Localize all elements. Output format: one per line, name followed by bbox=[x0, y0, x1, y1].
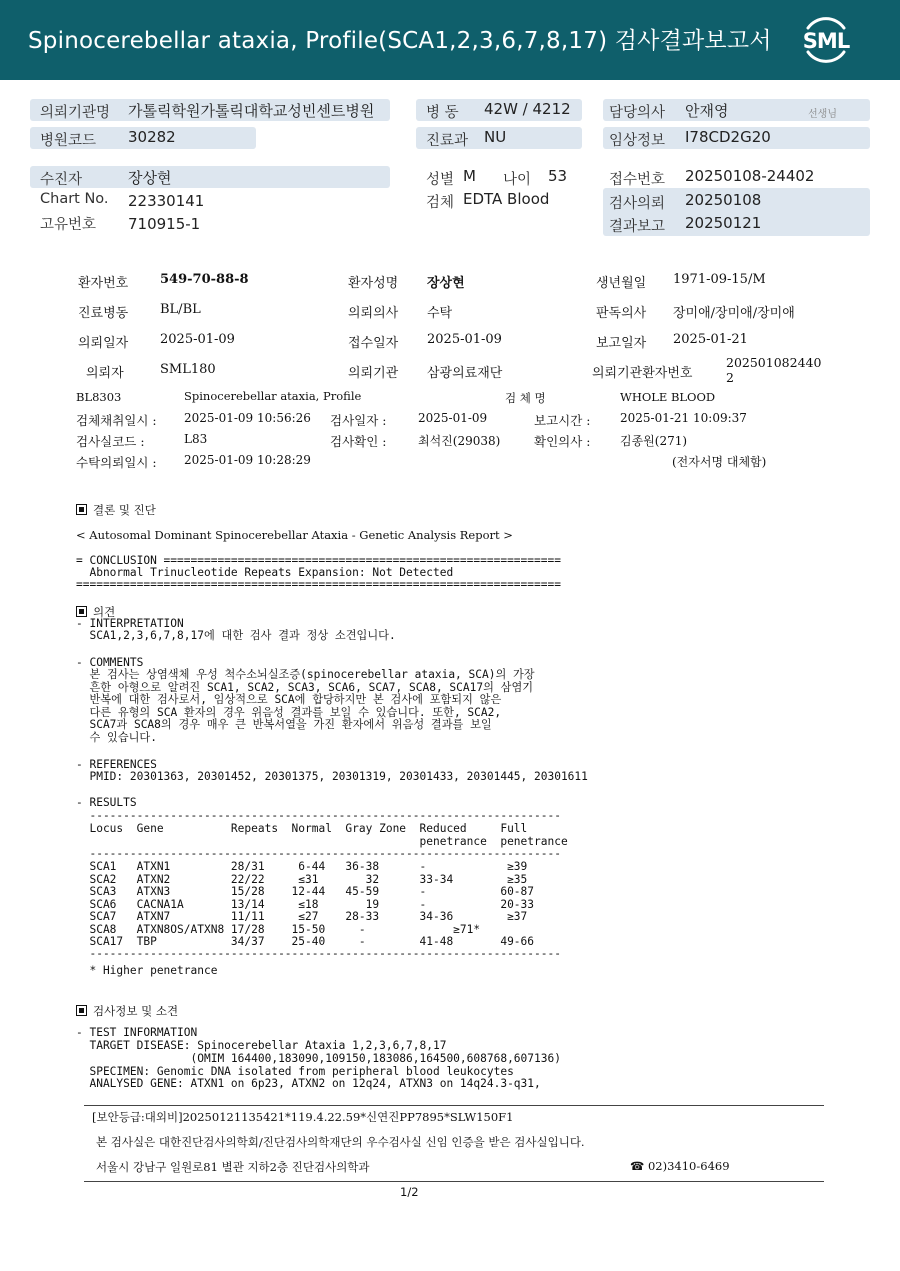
req-doctor-value: 수탁 bbox=[427, 306, 453, 321]
table-rule-top: ---------------------------------------------------------------------- bbox=[76, 809, 561, 822]
doctor-label: 담당의사 bbox=[609, 105, 666, 121]
test-info-line-2: TARGET DISEASE: Spinocerebellar Ataxia 1,2,3,6,7,8,17 bbox=[76, 1039, 447, 1052]
result-value: 20250121 bbox=[685, 214, 762, 232]
table-footnote: * Higher penetrance bbox=[76, 964, 218, 977]
doctor-suffix: 선생님 bbox=[808, 109, 837, 120]
result-label: 결과보고 bbox=[609, 219, 666, 235]
department-value: NU bbox=[484, 128, 507, 146]
comment-line-5: SCA7과 SCA8의 경우 매우 큰 반복서열을 가진 환자에서 위음성 결과를 보일 bbox=[76, 718, 492, 731]
test-name: Spinocerebellar ataxia, Profile bbox=[184, 389, 362, 403]
req-inst-label: 의뢰기관 bbox=[348, 366, 399, 381]
table-row: SCA7 ATXN7 11/11 ≤27 28-33 34-36 ≥37 bbox=[76, 910, 528, 923]
comment-line-2: 흔한 아형으로 알려진 SCA1, SCA2, SCA3, SCA6, SCA7, SCA8, SCA17의 삼염기 bbox=[76, 680, 534, 694]
report-banner bbox=[0, 0, 900, 80]
patient-name-value: 장상현 bbox=[427, 276, 465, 291]
sec3-title: 검사정보 및 소견 bbox=[93, 1004, 179, 1018]
conclusion-text: Abnormal Trinucleotide Repeats Expansion: Not Detected bbox=[76, 566, 454, 579]
hospital-code-value: 30282 bbox=[128, 128, 176, 146]
test-info-line-1: - TEST INFORMATION bbox=[76, 1026, 198, 1039]
recv-date-value: 2025-01-09 bbox=[427, 332, 502, 347]
test-code: BL8303 bbox=[76, 390, 122, 404]
patient-label: 수진자 bbox=[40, 172, 83, 188]
test-specimen-value: WHOLE BLOOD bbox=[620, 390, 716, 404]
inst-patient-no-value-2: 2 bbox=[726, 370, 734, 385]
logo-text: SML bbox=[802, 29, 850, 53]
table-header-2: penetrance penetrance bbox=[76, 835, 568, 848]
table-rule-mid: ---------------------------------------------------------------------- bbox=[76, 847, 561, 860]
certification-text: 본 검사실은 대한진단검사의학회/진단검사의학재단의 우수검사실 신임 인증을 받은 검사실입니다. bbox=[96, 1135, 585, 1149]
chart-label: Chart No. bbox=[40, 191, 109, 207]
report-time-value: 2025-01-21 10:09:37 bbox=[620, 411, 747, 425]
collect-value: 2025-01-09 10:56:26 bbox=[184, 411, 311, 425]
req-inst-value: 삼광의료재단 bbox=[427, 366, 503, 381]
sec1-title: 결론 및 진단 bbox=[93, 503, 156, 517]
sml-logo bbox=[798, 14, 854, 66]
consign-label: 수탁의뢰일시 : bbox=[76, 455, 157, 470]
confirm-value: 최석진(29038) bbox=[418, 434, 501, 448]
hospital-code-label: 병원코드 bbox=[40, 133, 97, 149]
reader-label: 판독의사 bbox=[596, 306, 647, 321]
institution-value: 가톨릭학원가톨릭대학교성빈센트병원 bbox=[128, 102, 375, 120]
comment-line-6: 수 있습니다. bbox=[76, 730, 157, 744]
inst-patient-no-label: 의뢰기관환자번호 bbox=[592, 366, 693, 381]
patient-value: 장상현 bbox=[128, 169, 172, 187]
table-row: SCA3 ATXN3 15/28 12-44 45-59 - 60-87 bbox=[76, 885, 535, 898]
report-title: Spinocerebellar ataxia, Profile(SCA1,2,3,6,7,8,17) 검사결과보고서 bbox=[28, 28, 772, 54]
conclusion-rule: ======================================================================== bbox=[76, 578, 561, 591]
receipt-label: 접수번호 bbox=[609, 172, 666, 188]
chart-value: 22330141 bbox=[128, 192, 205, 210]
results-head: - RESULTS bbox=[76, 796, 137, 809]
report-subtitle: < Autosomal Dominant Spinocerebellar Ataxia - Genetic Analysis Report > bbox=[76, 528, 513, 542]
inst-patient-no-value-1: 202501082440 bbox=[726, 355, 822, 370]
collect-label: 검체채취일시 : bbox=[76, 413, 157, 428]
table-row: SCA1 ATXN1 28/31 6-44 36-38 - ≥39 bbox=[76, 860, 528, 873]
ward-label: 병 동 bbox=[426, 105, 459, 121]
sex-label: 성별 bbox=[426, 172, 455, 188]
table-row: SCA6 CACNA1A 13/14 ≤18 19 - 20-33 bbox=[76, 897, 535, 911]
specimen-value: EDTA Blood bbox=[463, 190, 550, 208]
receipt-value: 20250108-24402 bbox=[685, 167, 815, 185]
ward-report-value: BL/BL bbox=[160, 302, 201, 317]
req-doctor-label: 의뢰의사 bbox=[348, 306, 399, 321]
report-date-label: 보고일자 bbox=[596, 336, 647, 351]
interp-text: SCA1,2,3,6,7,8,17에 대한 검사 결과 정상 소견입니다. bbox=[76, 629, 396, 642]
reader-value: 장미애/장미애/장미애 bbox=[673, 306, 795, 321]
clinical-value: I78CD2G20 bbox=[685, 128, 771, 146]
sec2-title: 의견 bbox=[93, 605, 116, 619]
test-date-value: 2025-01-09 bbox=[418, 411, 488, 425]
table-rule-bottom: ---------------------------------------------------------------------- bbox=[76, 947, 561, 960]
clinical-label: 임상정보 bbox=[609, 133, 666, 149]
phone-text: ☎ 02)3410-6469 bbox=[630, 1159, 730, 1173]
square-bullet-icon bbox=[76, 1005, 87, 1016]
confirm-label: 검사확인 : bbox=[330, 434, 387, 449]
test-specimen-label: 검 체 명 bbox=[505, 391, 546, 405]
unique-value: 710915-1 bbox=[128, 215, 201, 233]
birth-value: 1971-09-15/M bbox=[673, 272, 766, 287]
report-date-value: 2025-01-21 bbox=[673, 332, 748, 347]
conclusion-line: = CONCLUSION =========================================================== bbox=[76, 554, 561, 567]
security-line: [보안등급:대외비]20250121135421*119.4.22.59*신연진PP7895*SLW150F1 bbox=[92, 1110, 514, 1124]
test-info-line-3: (OMIM 164400,183090,109150,183086,164500,608768,607136) bbox=[76, 1052, 561, 1065]
consign-value: 2025-01-09 10:28:29 bbox=[184, 453, 311, 467]
age-value: 53 bbox=[548, 167, 568, 185]
ward-value: 42W / 4212 bbox=[484, 100, 571, 118]
institution-label: 의뢰기관명 bbox=[40, 105, 111, 121]
references-text: PMID: 20301363, 20301452, 20301375, 20301319, 20301433, 20301445, 20301611 bbox=[76, 770, 588, 783]
address-text: 서울시 강남구 일원로81 별관 지하2층 진단검사의학과 bbox=[96, 1160, 370, 1174]
sex-value: M bbox=[463, 167, 476, 185]
interp-head: - INTERPRETATION bbox=[76, 617, 184, 630]
specimen-label: 검체 bbox=[426, 195, 455, 211]
confirm-doc-label: 확인의사 : bbox=[534, 434, 591, 449]
sec3-heading bbox=[76, 1003, 178, 1019]
age-label: 나이 bbox=[503, 172, 532, 188]
requester-label: 의뢰자 bbox=[86, 366, 124, 381]
square-bullet-icon bbox=[76, 504, 87, 515]
birth-label: 생년월일 bbox=[596, 276, 647, 291]
req-date-value: 2025-01-09 bbox=[160, 332, 235, 347]
recv-date-label: 접수일자 bbox=[348, 336, 399, 351]
comments-head: - COMMENTS bbox=[76, 656, 144, 669]
lab-code-label: 검사실코드 : bbox=[76, 434, 145, 449]
test-info-line-4: SPECIMEN: Genomic DNA isolated from peripheral blood leukocytes bbox=[76, 1065, 514, 1078]
table-header-1: Locus Gene Repeats Normal Gray Zone Reduced Full bbox=[76, 822, 528, 835]
request-label: 검사의뢰 bbox=[609, 196, 666, 212]
footer-rule-top bbox=[84, 1105, 824, 1106]
patient-row-shade bbox=[30, 166, 390, 188]
department-label: 진료과 bbox=[426, 133, 469, 149]
comment-line-1: 본 검사는 상염색체 우성 척수소뇌실조증(spinocerebellar ataxia, SCA)의 가장 bbox=[76, 668, 535, 681]
references-head: - REFERENCES bbox=[76, 758, 157, 771]
request-value: 20250108 bbox=[685, 191, 762, 209]
table-row: SCA17 TBP 34/37 25-40 - 41-48 49-66 bbox=[76, 935, 535, 948]
test-info-line-5: ANALYSED GENE: ATXN1 on 6p23, ATXN2 on 12q24, ATXN3 on 14q24.3-q31, bbox=[76, 1077, 541, 1090]
comment-line-4: 다른 유형의 SCA 환자의 경우 위음성 결과를 보일 수 있습니다. 또한, SCA2, bbox=[76, 705, 502, 719]
table-row: SCA8 ATXN8OS/ATXN8 17/28 15-50 - ≥71* bbox=[76, 922, 481, 936]
unique-label: 고유번호 bbox=[40, 217, 97, 233]
page-number: 1/2 bbox=[400, 1185, 419, 1199]
square-bullet-icon bbox=[76, 606, 87, 617]
sec1-heading bbox=[76, 502, 156, 518]
ward-report-label: 진료병동 bbox=[78, 306, 129, 321]
confirm-doc-value: 김종원(271) bbox=[620, 434, 688, 448]
comment-line-3: 반복에 대한 검사로서, 임상적으로 SCA에 합당하지만 본 검사에 포함되지 않은 bbox=[76, 693, 502, 706]
req-date-label: 의뢰일자 bbox=[78, 336, 129, 351]
esign-note: (전자서명 대체함) bbox=[672, 455, 767, 469]
doctor-value: 안재영 bbox=[685, 102, 729, 120]
patient-no-value: 549-70-88-8 bbox=[160, 272, 249, 287]
patient-name-label: 환자성명 bbox=[348, 276, 399, 291]
test-date-label: 검사일자 : bbox=[330, 413, 387, 428]
lab-code-value: L83 bbox=[184, 432, 208, 446]
table-row: SCA2 ATXN2 22/22 ≤31 32 33-34 ≥35 bbox=[76, 872, 528, 886]
report-time-label: 보고시간 : bbox=[534, 413, 591, 428]
footer-rule-bottom bbox=[84, 1181, 824, 1182]
requester-value: SML180 bbox=[160, 362, 216, 377]
patient-no-label: 환자번호 bbox=[78, 276, 129, 291]
